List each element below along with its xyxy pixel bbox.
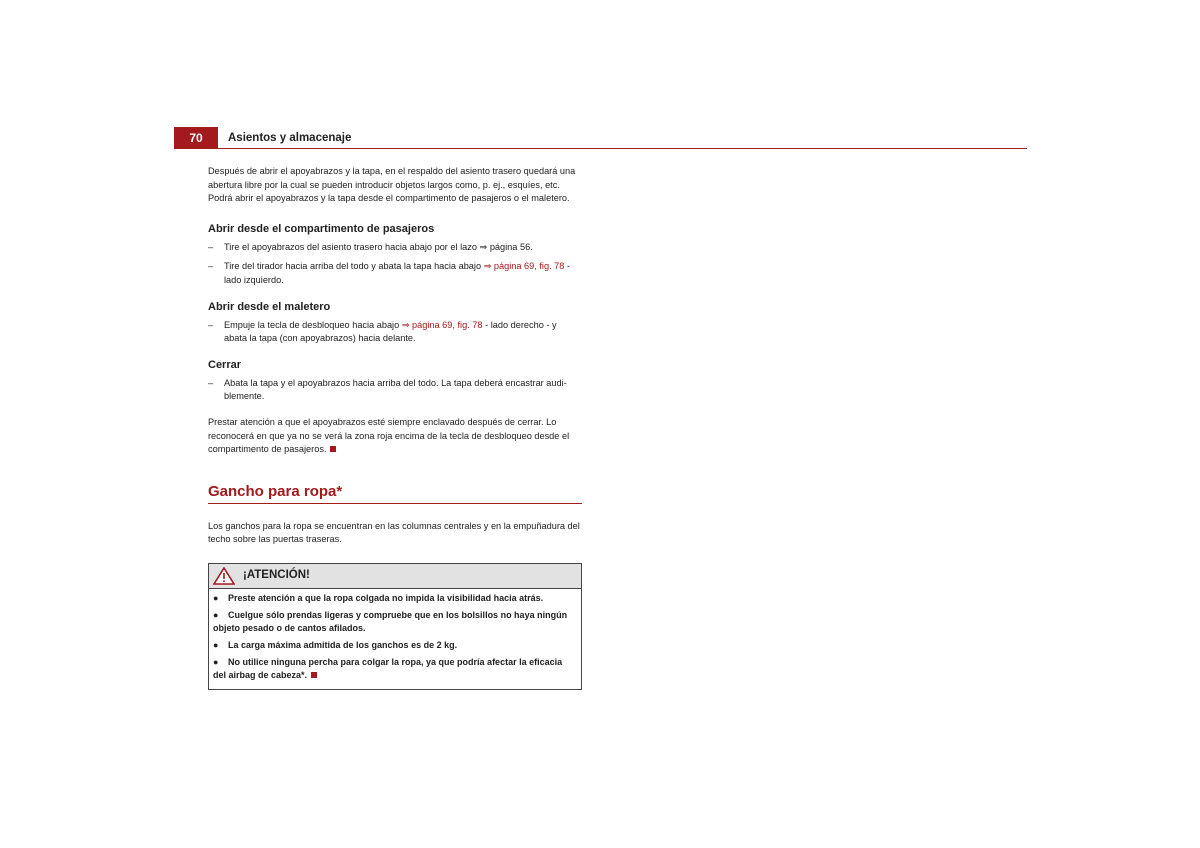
step-text: Tire del tirador hacia arriba del todo y abata la tapa hacia abajo bbox=[224, 261, 482, 272]
warning-item bbox=[213, 639, 577, 652]
page-number: 70 bbox=[174, 127, 218, 149]
bullet-icon: ● bbox=[213, 592, 219, 603]
warning-item-text: La carga máxima admitida de los ganchos es de 2 kg. bbox=[228, 639, 458, 650]
section-heading: Abrir desde el compartimento de pasajeros bbox=[208, 222, 435, 235]
warning-title: ¡ATENCIÓN! bbox=[243, 569, 310, 582]
dash-marker: – bbox=[208, 261, 214, 272]
warning-item bbox=[213, 592, 577, 605]
chapter-title: Asientos y almacenaje bbox=[228, 132, 352, 144]
warning-item-text: Cuelgue sólo prendas ligeras y compruebe que en los bolsillos no haya ningún objeto pesado o de cantos afilados. bbox=[213, 609, 568, 633]
bullet-icon: ● bbox=[213, 639, 219, 650]
header-rule bbox=[218, 148, 1027, 149]
warning-item bbox=[213, 609, 577, 635]
dash-marker: – bbox=[208, 377, 214, 388]
page-header bbox=[174, 127, 1027, 149]
step-text: Tire el apoyabrazos del asiento trasero hacia abajo por el lazo bbox=[224, 241, 477, 252]
step-list bbox=[208, 241, 582, 288]
section-heading: Abrir desde el maletero bbox=[208, 300, 331, 313]
warning-item-text: Preste atención a que la ropa colgada no impida la visibilidad hacia atrás. bbox=[228, 592, 544, 603]
section-title-gancho: Gancho para ropa* bbox=[208, 483, 582, 504]
figure-reference-link[interactable]: página 69, fig. 78 bbox=[412, 319, 483, 330]
bullet-icon: ● bbox=[213, 609, 219, 620]
warning-body bbox=[209, 589, 581, 689]
warning-item-text: No utilice ninguna percha para colgar la ropa, ya que podría afectar la eficacia del airbag de cabeza*. bbox=[213, 656, 563, 680]
list-item bbox=[208, 377, 582, 404]
section-maletero bbox=[208, 300, 582, 346]
end-of-section-icon bbox=[311, 672, 317, 678]
step-list bbox=[208, 319, 582, 346]
dash-marker: – bbox=[208, 241, 214, 252]
page-reference[interactable]: página 56. bbox=[489, 241, 533, 252]
warning-triangle-icon bbox=[213, 567, 235, 585]
list-item bbox=[208, 260, 582, 287]
arrow-icon: ⇒ bbox=[483, 261, 492, 272]
section-heading: Cerrar bbox=[208, 358, 242, 371]
arrow-icon: ⇒ bbox=[479, 241, 488, 252]
figure-reference-link[interactable]: página 69, fig. 78 bbox=[493, 261, 565, 272]
dash-marker: – bbox=[208, 319, 214, 330]
step-text: Empuje la tecla de desbloqueo hacia abajo bbox=[224, 319, 400, 330]
list-item bbox=[208, 241, 582, 255]
warning-item bbox=[213, 656, 577, 682]
main-column bbox=[208, 165, 582, 690]
list-item bbox=[208, 319, 582, 346]
note-paragraph bbox=[208, 416, 582, 457]
note-text: Prestar atención a que el apoyabrazos esté siempre enclavado después de cerrar. Lo reconocerá en que ya no se verá la zona roja encima de la tecla de desbloqueo desde el compartimento de pasajeros. bbox=[208, 416, 570, 455]
arrow-icon: ⇒ bbox=[401, 319, 410, 330]
step-list bbox=[208, 377, 582, 404]
warning-header bbox=[209, 564, 581, 589]
section-pasajeros bbox=[208, 222, 582, 288]
step-tail-text: - lado derecho - y abata la tapa (con apoyabrazos) hacia delante. bbox=[224, 319, 557, 344]
warning-box bbox=[208, 563, 582, 690]
gancho-intro: Los ganchos para la ropa se encuentran en las columnas centrales y en la empuñadura del techo sobre las puertas traseras. bbox=[208, 520, 580, 545]
section-cerrar bbox=[208, 358, 582, 404]
intro-paragraph: Después de abrir el apoyabrazos y la tapa, en el respaldo del asiento trasero quedará una abertura libre por la cual se pueden introducir objetos largos como, p. ej., esquíes, etc. Podrá abrir el apoyabrazos y la tapa desde el compartimento de pasajeros o el maletero. bbox=[208, 166, 576, 204]
end-of-section-icon bbox=[330, 446, 336, 452]
step-text: Abata la tapa y el apoyabrazos hacia arriba del todo. La tapa deberá encastrar audi-blemente. bbox=[224, 377, 567, 402]
bullet-icon: ● bbox=[213, 656, 219, 667]
step-tail-text: - lado izquierdo. bbox=[224, 261, 571, 285]
